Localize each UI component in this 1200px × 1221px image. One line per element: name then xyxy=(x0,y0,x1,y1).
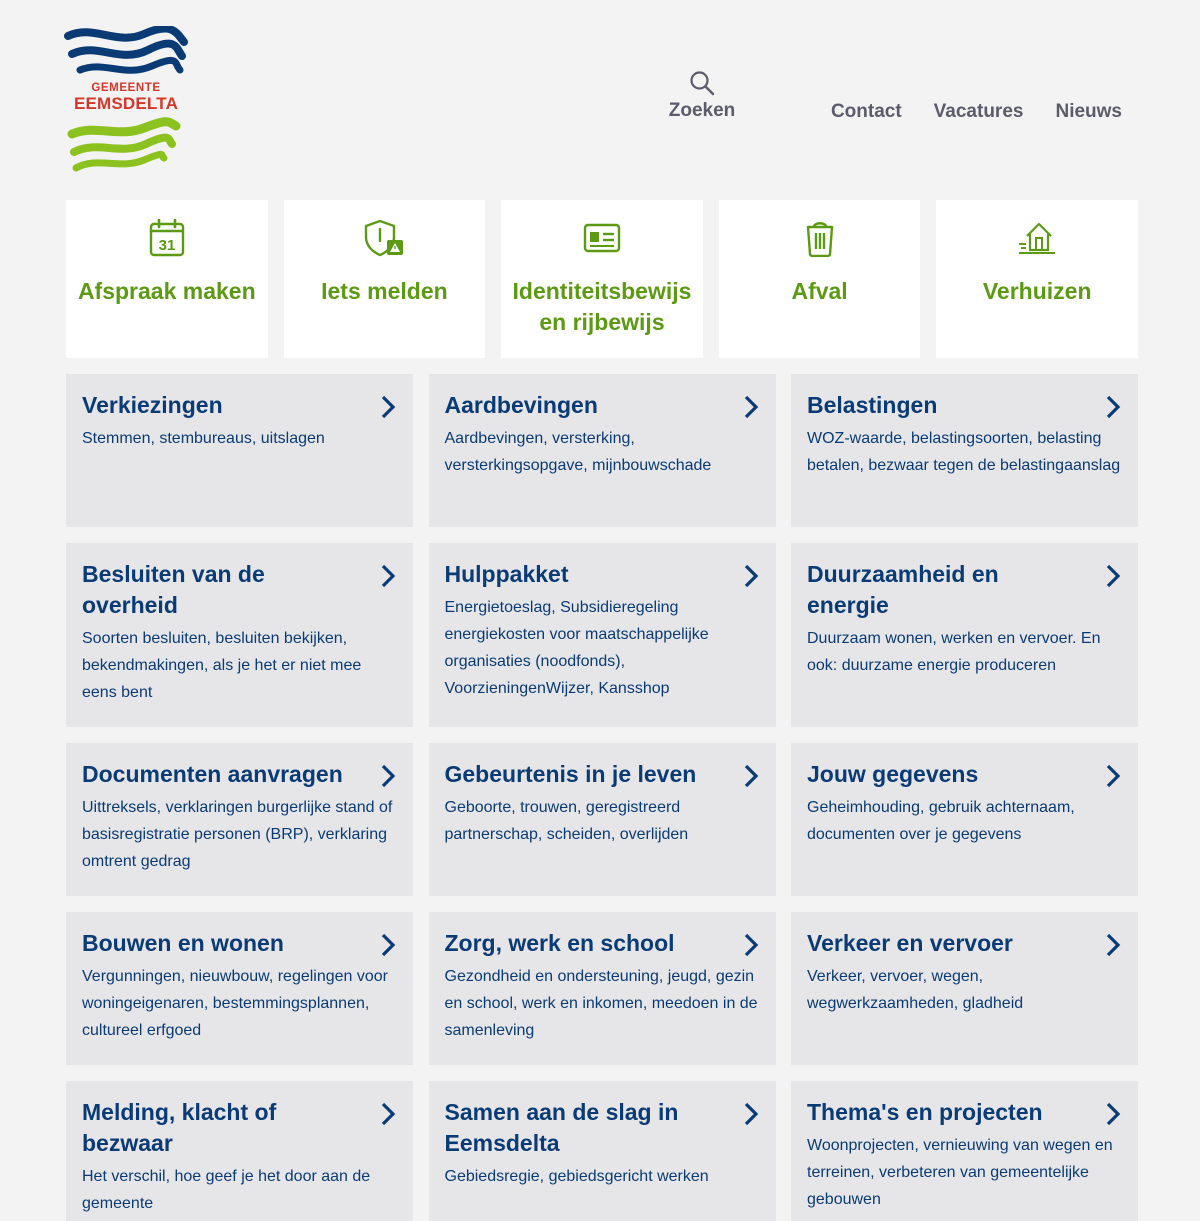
topic-card-duurzaamheid[interactable] xyxy=(791,543,1138,727)
quick-link-afval[interactable] xyxy=(719,200,921,358)
topic-description: Verkeer, vervoer, wegen, wegwerkzaamheden, gladheid xyxy=(807,968,1024,1012)
topic-title: Zorg, werk en school xyxy=(444,930,675,956)
quick-link-label: Afval xyxy=(791,278,848,304)
chevron-right-icon xyxy=(1100,1101,1126,1127)
logo-text-eemsdelta: EEMSDELTA xyxy=(73,94,179,113)
search-button[interactable] xyxy=(662,70,742,122)
topic-title: Thema's en projecten xyxy=(807,1099,1043,1125)
main-nav xyxy=(831,101,1122,123)
topic-title: Hulppakket xyxy=(444,561,569,587)
chevron-right-icon xyxy=(375,932,401,958)
topic-description: Vergunningen, nieuwbouw, regelingen voor woningeigenaren, bestemmingsplannen, cultureel erfgoed xyxy=(82,968,389,1039)
topic-description: Geboorte, trouwen, geregistreerd partnerschap, scheiden, overlijden xyxy=(444,799,689,843)
topic-description: Het verschil, hoe geef je het door aan de gemeente xyxy=(82,1168,371,1212)
topic-card-besluiten[interactable] xyxy=(66,543,413,727)
topic-description: Gebiedsregie, gebiedsgericht werken xyxy=(444,1168,709,1185)
nav-contact[interactable]: Contact xyxy=(830,101,902,122)
search-label: Zoeken xyxy=(668,100,736,121)
topic-description: Soorten besluiten, besluiten bekijken, bekendmakingen, als je het er niet mee eens bent xyxy=(82,630,362,701)
nav-nieuws[interactable]: Nieuws xyxy=(1055,101,1122,122)
topic-card-bouwen-wonen[interactable] xyxy=(66,912,413,1065)
logo-text-gemeente: GEMEENTE xyxy=(91,82,161,94)
topic-card-jouw-gegevens[interactable] xyxy=(791,743,1138,896)
topic-title: Belastingen xyxy=(807,392,938,418)
topic-title: Melding, klacht of bezwaar xyxy=(82,1099,277,1156)
chevron-right-icon xyxy=(1100,763,1126,789)
quick-link-iets-melden[interactable] xyxy=(284,200,486,358)
topic-card-verkiezingen[interactable] xyxy=(66,374,413,527)
topic-card-verkeer-vervoer[interactable] xyxy=(791,912,1138,1065)
topic-title: Bouwen en wonen xyxy=(82,930,284,956)
calendar-icon xyxy=(149,219,185,257)
topic-title: Gebeurtenis in je leven xyxy=(444,761,697,787)
topic-description: Uittreksels, verklaringen burgerlijke stand of basisregistratie personen (BRP), verklaring omtrent gedrag xyxy=(82,799,393,870)
topic-card-themas-projecten[interactable] xyxy=(791,1081,1138,1221)
topic-card-gebeurtenis[interactable] xyxy=(429,743,776,896)
chevron-right-icon xyxy=(375,763,401,789)
chevron-right-icon xyxy=(1100,932,1126,958)
id-card-icon xyxy=(583,223,621,253)
topic-description: WOZ-waarde, belastingsoorten, belasting betalen, bezwaar tegen de belastingaanslag xyxy=(807,430,1121,474)
quick-link-verhuizen[interactable] xyxy=(936,200,1138,358)
chevron-right-icon xyxy=(375,1101,401,1127)
chevron-right-icon xyxy=(738,1101,764,1127)
topic-description: Woonprojecten, vernieuwing van wegen en terreinen, verbeteren van gemeentelijke gebouwen xyxy=(807,1137,1113,1208)
quick-link-afspraak-maken[interactable] xyxy=(66,200,268,358)
chevron-right-icon xyxy=(738,763,764,789)
site-header xyxy=(0,0,1200,190)
topic-card-hulppakket[interactable] xyxy=(429,543,776,727)
house-move-icon xyxy=(1017,220,1057,256)
nav-vacatures[interactable]: Vacatures xyxy=(933,101,1024,122)
topic-card-zorg-werk-school[interactable] xyxy=(429,912,776,1065)
quick-link-label: Verhuizen xyxy=(982,278,1092,304)
calendar-day-number: 31 xyxy=(158,237,176,254)
topics-grid xyxy=(66,374,1138,1221)
chevron-right-icon xyxy=(1100,394,1126,420)
topic-card-samen-aan-de-slag[interactable] xyxy=(429,1081,776,1221)
quick-link-label: Afspraak maken xyxy=(77,278,256,304)
topic-title: Samen aan de slag in Eemsdelta xyxy=(444,1099,679,1156)
chevron-right-icon xyxy=(1100,563,1126,589)
shield-warning-icon xyxy=(364,219,404,257)
chevron-right-icon xyxy=(738,563,764,589)
topic-title: Jouw gegevens xyxy=(807,761,979,787)
topic-title: Duurzaamheid en energie xyxy=(807,561,999,618)
topic-description: Geheimhouding, gebruik achternaam, documenten over je gegevens xyxy=(807,799,1075,843)
quick-links xyxy=(66,200,1138,358)
chevron-right-icon xyxy=(375,394,401,420)
chevron-right-icon xyxy=(375,563,401,589)
topic-description: Energietoeslag, Subsidieregeling energiekosten voor maatschappelijke organisaties (noodfonds), VoorzieningenWijzer, Kansshop xyxy=(444,599,709,697)
topic-description: Duurzaam wonen, werken en vervoer. En ook: duurzame energie produceren xyxy=(807,630,1101,674)
topic-card-documenten[interactable] xyxy=(66,743,413,896)
quick-link-identiteitsbewijs[interactable] xyxy=(501,200,703,358)
topic-title: Verkiezingen xyxy=(82,392,223,418)
topic-title: Verkeer en vervoer xyxy=(807,930,1013,956)
topic-card-aardbevingen[interactable] xyxy=(429,374,776,527)
chevron-right-icon xyxy=(738,394,764,420)
topic-title: Documenten aanvragen xyxy=(82,761,343,787)
topic-card-belastingen[interactable] xyxy=(791,374,1138,527)
topic-description: Gezondheid en ondersteuning, jeugd, gezin en school, werk en inkomen, meedoen in de samenleving xyxy=(444,968,758,1039)
topic-description: Aardbevingen, versterking, versterkingsopgave, mijnbouwschade xyxy=(444,430,712,474)
topic-card-melding-klacht[interactable] xyxy=(66,1081,413,1221)
topic-title: Aardbevingen xyxy=(444,392,598,418)
search-icon xyxy=(689,70,715,96)
gemeente-eemsdelta-logo[interactable] xyxy=(64,26,188,176)
quick-link-label: Identiteitsbewijs en rijbewijs xyxy=(512,278,692,335)
quick-link-label: Iets melden xyxy=(321,278,448,304)
topic-title: Besluiten van de overheid xyxy=(82,561,265,618)
trash-bin-icon xyxy=(805,219,835,257)
chevron-right-icon xyxy=(738,932,764,958)
topic-description: Stemmen, stembureaus, uitslagen xyxy=(82,430,325,447)
